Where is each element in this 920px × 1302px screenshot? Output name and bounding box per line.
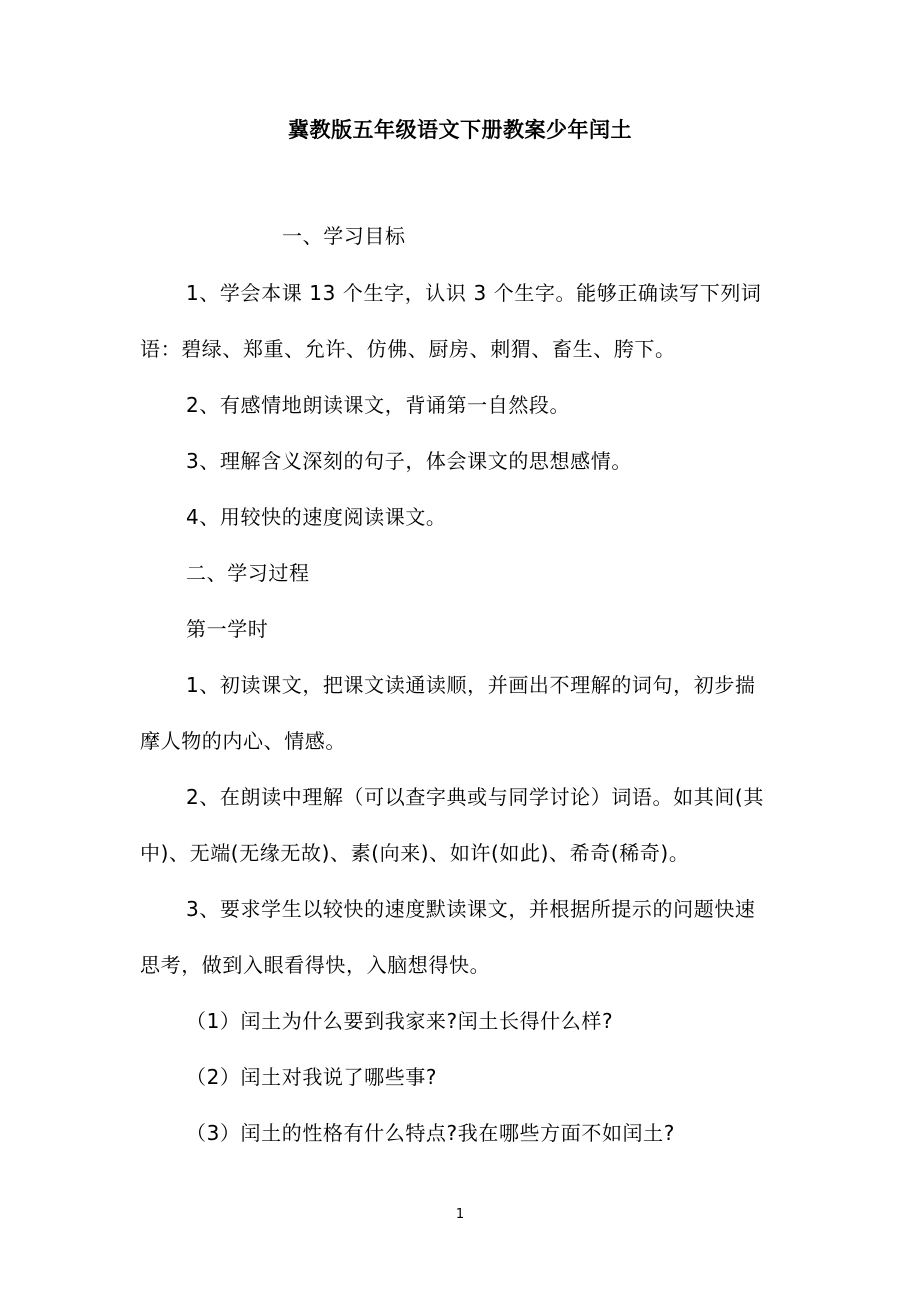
document-title: 冀教版五年级语文下册教案少年闰土 (288, 118, 632, 142)
question-3: （3）闰土的性格有什么特点?我在哪些方面不如闰土? (186, 1121, 675, 1145)
section-heading-process: 二、学习过程 (186, 561, 310, 585)
step-2-line-1: 2、在朗读中理解（可以查字典或与同学讨论）词语。如其间(其 (186, 785, 764, 809)
objective-3: 3、理解含义深刻的句子，体会课文的思想感情。 (186, 449, 632, 473)
section-heading-objectives: 一、学习目标 (282, 224, 406, 248)
objective-2: 2、有感情地朗读课文，背诵第一自然段。 (186, 393, 571, 417)
objective-4: 4、用较快的速度阅读课文。 (186, 505, 447, 529)
step-3-line-2: 思考，做到入眼看得快，入脑想得快。 (140, 953, 491, 977)
objective-1-line-1: 1、学会本课 13 个生字，认识 3 个生字。能够正确读写下列词 (186, 281, 762, 305)
step-1-line-1: 1、初读课文，把课文读通读顺，并画出不理解的词句，初步揣 (186, 673, 756, 697)
question-2: （2）闰土对我说了哪些事? (186, 1065, 438, 1089)
step-2-line-2: 中)、无端(无缘无故)、素(向来)、如许(如此)、希奇(稀奇)。 (140, 841, 690, 865)
lesson-1-heading: 第一学时 (186, 617, 269, 641)
page-number: 1 (455, 1207, 465, 1222)
step-3-line-1: 3、要求学生以较快的速度默读课文，并根据所提示的问题快速 (186, 897, 756, 921)
question-1: （1）闰土为什么要到我家来?闰土长得什么样? (186, 1009, 614, 1033)
objective-1-line-2: 语：碧绿、郑重、允许、仿佛、厨房、刺猬、畜生、胯下。 (140, 337, 676, 361)
step-1-line-2: 摩人物的内心、情感。 (140, 729, 346, 753)
